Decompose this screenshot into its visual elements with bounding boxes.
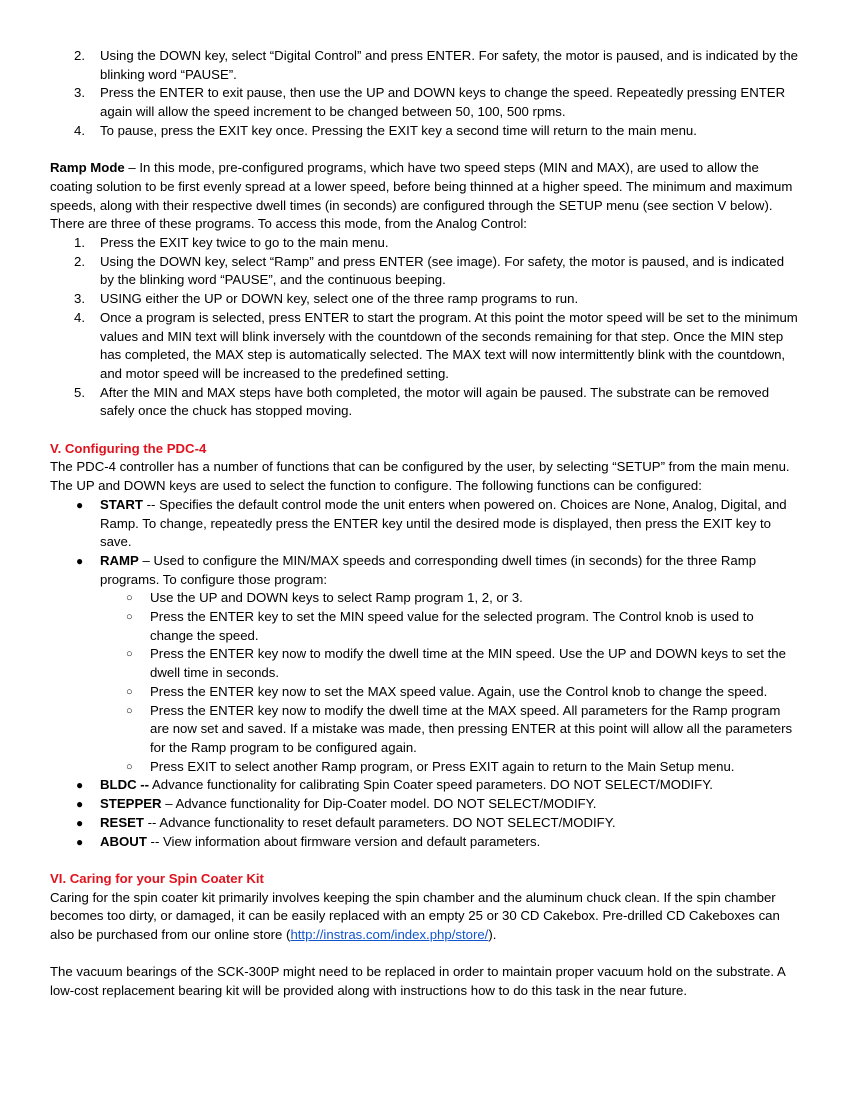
list-item [50,234,800,253]
sublist-item [50,608,800,645]
sublist-item [50,702,800,758]
term-description: – Used to configure the MIN/MAX speeds and corresponding dwell times (in seconds) for the three Ramp programs. To configure those program: [100,552,757,587]
spacer [50,141,800,160]
ramp-config-sublist [50,589,800,776]
list-item [50,84,800,121]
circle-bullet-icon: ○ [126,704,133,717]
list-text: Using the DOWN key, select “Digital Control” and press ENTER. For safety, the motor is paused, and is indicated by the blinking word “PAUSE”. [100,48,799,82]
bullet-icon: ● [76,834,84,849]
list-item [50,384,800,421]
list-item [50,309,800,384]
section-heading-caring: VI. Caring for your Spin Coater Kit [50,870,264,886]
list-text: After the MIN and MAX steps have both completed, the motor will again be paused. The substrate can be removed safely once the chuck has stopped moving. [100,384,770,419]
term-description: -- Advance functionality to reset default parameters. DO NOT SELECT/MODIFY. [143,814,616,830]
circle-bullet-icon: ○ [126,685,133,698]
sublist-item [50,758,800,777]
list-item [50,47,800,84]
term-description: Advance functionality for calibrating Spin Coater speed parameters. DO NOT SELECT/MODIFY. [149,777,713,793]
ramp-mode-steps [50,234,800,421]
term-description: – Advance functionality for Dip-Coater model. DO NOT SELECT/MODIFY. [161,796,597,812]
list-text: Using the DOWN key, select “Ramp” and press ENTER (see image). For safety, the motor is paused, and is indicated by the blinking word “PAUSE”, and the continuous beeping. [100,253,785,288]
sublist-item [50,645,800,682]
term: RAMP [100,552,139,568]
sublist-text: Press EXIT to select another Ramp program, or Press EXIT again to return to the Main Setup menu. [150,758,735,774]
caring-paragraph [50,889,800,945]
setup-functions-list [50,496,800,851]
section-heading-configuring: V. Configuring the PDC-4 [50,440,207,456]
paragraph-text: ). [488,927,497,942]
list-text: USING either the UP or DOWN key, select one of the three ramp programs to run. [100,291,579,307]
term: BLDC -- [100,777,150,793]
bullet-icon: ● [76,553,84,568]
ramp-mode-title: Ramp Mode [50,160,125,176]
circle-bullet-icon: ○ [126,760,133,773]
list-number: 4. [74,122,85,138]
list-number: 2. [74,253,85,269]
list-number: 5. [74,384,85,400]
bearings-paragraph: The vacuum bearings of the SCK-300P might need to be replaced in order to maintain proper vacuum hold on the substrate. A low-cost replacement bearing kit will be provided along with instructions how to do this task in the near future. [50,964,786,999]
term-description: -- View information about firmware version and default parameters. [146,833,541,849]
list-text: To pause, press the EXIT key once. Pressing the EXIT key a second time will return to the main menu. [100,122,697,138]
spacer [50,851,800,870]
list-number: 4. [74,309,85,325]
circle-bullet-icon: ○ [126,611,133,624]
bullet-icon: ● [76,815,84,830]
list-number: 3. [74,291,85,307]
circle-bullet-icon: ○ [126,592,133,605]
term: START [100,496,143,512]
list-item-about [50,833,800,852]
term-description: -- Specifies the default control mode the unit enters when powered on. Choices are None, Analog, Digital, and Ramp. To change, repeatedly press the ENTER key until the desired mode is displayed, then press the EXIT key to save. [100,496,787,550]
circle-bullet-icon: ○ [126,648,133,661]
ramp-mode-intro [50,159,800,234]
list-number: 3. [74,85,85,101]
sublist-text: Press the ENTER key now to modify the dwell time at the MAX speed. All parameters for the Ramp program are now set and saved. If a mistake was made, then pressing ENTER at this point will allow all the parameters for the Ramp program to be configured again. [150,702,793,755]
list-item-start [50,496,800,552]
list-item [50,290,800,309]
list-item-stepper [50,795,800,814]
sublist-item [50,589,800,608]
digital-control-steps [50,47,800,141]
sublist-item [50,683,800,702]
list-item-bldc [50,776,800,795]
ramp-mode-description: – In this mode, pre-configured programs, which have two speed steps (MIN and MAX), are used to allow the coating solution to be first evenly spread at a lower speed, before being thinned at a higher speed. The minimum and maximum speeds, along with their respective dwell times (in seconds) are configured through the SETUP menu (see section V below). There are three of these programs. To access this mode, from the Analog Control: [50,160,793,232]
sublist-text: Press the ENTER key now to set the MAX speed value. Again, use the Control knob to change the speed. [150,683,768,699]
spacer [50,421,800,440]
list-text: Press the ENTER to exit pause, then use the UP and DOWN keys to change the speed. Repeatedly pressing ENTER again will allow the speed increment to be changed between 50, 100, 500 rpms. [100,85,786,120]
list-item-ramp [50,552,800,589]
list-number: 2. [74,48,85,63]
list-item [50,122,800,141]
list-item [50,253,800,290]
bullet-icon: ● [76,797,84,812]
list-text: Press the EXIT key twice to go to the main menu. [100,235,389,251]
term: ABOUT [100,833,147,849]
bullet-icon: ● [76,497,84,512]
term: RESET [100,814,144,830]
term: STEPPER [100,796,162,812]
sublist-text: Press the ENTER key now to modify the dwell time at the MIN speed. Use the UP and DOWN keys to set the dwell time in seconds. [150,646,786,681]
sublist-text: Use the UP and DOWN keys to select Ramp program 1, 2, or 3. [150,590,523,606]
store-link[interactable]: http://instras.com/index.php/store/ [290,927,489,942]
sublist-text: Press the ENTER key to set the MIN speed value for the selected program. The Control knob is used to change the speed. [150,609,754,643]
spacer [50,945,800,964]
bullet-icon: ● [76,778,84,793]
list-number: 1. [74,235,85,251]
list-item-reset [50,814,800,833]
list-text: Once a program is selected, press ENTER to start the program. At this point the motor speed will be set to the minimum values and MIN text will blink inversely with the countdown of the seconds remaining for that step. Once the MIN step has completed, the MAX step is automatically selected. The MAX text will now intermittently blink with the countdown, and motor speed will be increased to the predefined setting. [100,309,798,381]
section-intro: The PDC-4 controller has a number of functions that can be configured by the user, by selecting “SETUP” from the main menu. The UP and DOWN keys are used to select the function to configure. The following functions can be configured: [50,459,790,494]
paragraph-text: Caring for the spin coater kit primarily involves keeping the spin chamber and the aluminum chuck clean. If the spin chamber becomes too dirty, or damaged, it can be easily replaced with an empty 25 or 30 CD Cakebox. Pre-drilled CD Cakeboxes can also be purchased from our online store ( [50,889,780,942]
